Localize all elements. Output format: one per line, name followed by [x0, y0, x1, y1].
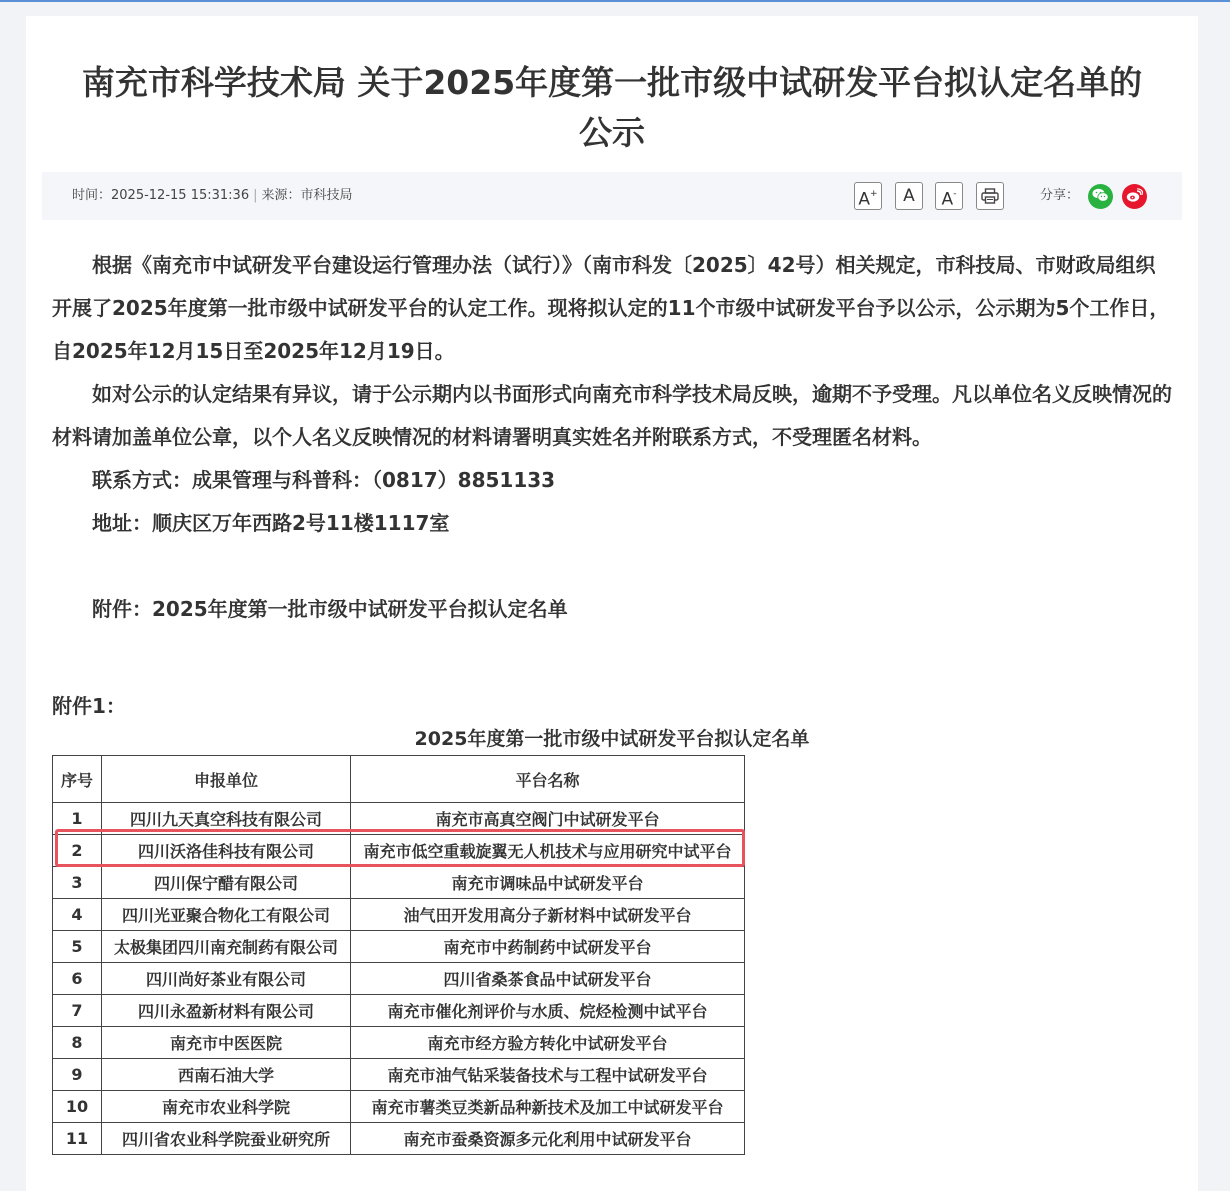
table-row — [53, 1059, 745, 1091]
table-row — [53, 899, 745, 931]
cell-platform: 南充市调味品中试研发平台 — [351, 867, 745, 899]
cell-serial: 9 — [53, 1059, 102, 1091]
font-larger-letter: A — [858, 189, 871, 210]
attachment-heading: 附件1： — [52, 694, 126, 718]
cell-platform: 南充市油气钻采装备技术与工程中试研发平台 — [351, 1059, 745, 1091]
table-header-row — [53, 756, 745, 803]
cell-platform: 南充市低空重载旋翼无人机技术与应用研究中试平台 — [351, 835, 745, 867]
cell-platform: 南充市薯类豆类新品种新技术及加工中试研发平台 — [351, 1091, 745, 1123]
table-row — [53, 931, 745, 963]
table-row — [53, 1091, 745, 1123]
cell-unit: 太极集团四川南充制药有限公司 — [102, 931, 351, 963]
font-smaller-sup: - — [953, 189, 957, 199]
table-row — [53, 963, 745, 995]
article-page — [26, 16, 1198, 1191]
cell-serial: 7 — [53, 995, 102, 1027]
cell-serial: 1 — [53, 803, 102, 835]
address-line: 地址：顺庆区万年西路2号11楼1117室 — [92, 511, 450, 535]
contact-line: 联系方式：成果管理与科普科：（0817）8851133 — [92, 468, 556, 492]
wechat-icon — [1092, 188, 1109, 203]
share-label: 分享： — [1040, 188, 1080, 203]
printer-icon — [981, 188, 999, 204]
font-default-button[interactable] — [895, 182, 923, 210]
header-unit: 申报单位 — [102, 756, 351, 803]
cell-unit: 南充市中医医院 — [102, 1027, 351, 1059]
table-row — [53, 803, 745, 835]
header-serial: 序号 — [53, 756, 102, 803]
cell-platform: 南充市催化剂评价与水质、烷烃检测中试平台 — [351, 995, 745, 1027]
font-smaller-button[interactable] — [935, 182, 963, 210]
weibo-icon — [1126, 188, 1143, 203]
cell-unit: 南充市农业科学院 — [102, 1091, 351, 1123]
article-body — [52, 244, 1172, 631]
table-row — [53, 835, 745, 867]
cell-serial: 10 — [53, 1091, 102, 1123]
body-paragraph: 根据《南充市中试研发平台建设运行管理办法（试行）》（南市科发〔2025〕42号）相关规定，市科技局、市财政局组织开展了2025年度第一批市级中试研发平台的认定工作。现将拟认定的11个市级中试研发平台予以公示，公示期为5个工作日，自2025年12月15日至2025年12月19日。 — [52, 253, 1170, 363]
print-button[interactable] — [976, 182, 1004, 210]
cell-serial: 2 — [53, 835, 102, 867]
font-default-letter: A — [903, 186, 915, 206]
table-row — [53, 1123, 745, 1155]
cell-unit: 四川沃洛佳科技有限公司 — [102, 835, 351, 867]
cell-serial: 6 — [53, 963, 102, 995]
cell-platform: 南充市经方验方转化中试研发平台 — [351, 1027, 745, 1059]
blank-line — [52, 545, 1172, 588]
cell-unit: 四川省农业科学院蚕业研究所 — [102, 1123, 351, 1155]
time-label: 时间： — [72, 188, 112, 203]
publish-time: 2025-12-15 15:31:36 — [111, 188, 250, 203]
cell-serial: 11 — [53, 1123, 102, 1155]
top-rule — [0, 0, 1230, 2]
cell-unit: 四川光亚聚合物化工有限公司 — [102, 899, 351, 931]
table-row — [53, 995, 745, 1027]
table-row — [53, 867, 745, 899]
cell-platform: 南充市中药制药中试研发平台 — [351, 931, 745, 963]
attachment-note: 附件：2025年度第一批市级中试研发平台拟认定名单 — [92, 597, 568, 621]
cell-serial: 5 — [53, 931, 102, 963]
header-platform: 平台名称 — [351, 756, 745, 803]
table-title: 2025年度第一批市级中试研发平台拟认定名单 — [414, 728, 810, 750]
cell-unit: 四川保宁醋有限公司 — [102, 867, 351, 899]
font-larger-button[interactable] — [854, 182, 882, 210]
cell-serial: 4 — [53, 899, 102, 931]
cell-unit: 西南石油大学 — [102, 1059, 351, 1091]
cell-platform: 四川省桑茶食品中试研发平台 — [351, 963, 745, 995]
cell-platform: 油气田开发用高分子新材料中试研发平台 — [351, 899, 745, 931]
source-label: 来源： — [261, 188, 301, 203]
article-title: 南充市科学技术局 关于2025年度第一批市级中试研发平台拟认定名单的公示 — [81, 63, 1143, 152]
body-paragraph: 如对公示的认定结果有异议，请于公示期内以书面形式向南充市科学技术局反映，逾期不予受理。凡以单位名义反映情况的材料请加盖单位公章，以个人名义反映情况的材料请署明真实姓名并附联系方式，不受理匿名材料。 — [52, 382, 1172, 449]
cell-platform: 南充市蚕桑资源多元化利用中试研发平台 — [351, 1123, 745, 1155]
cell-serial: 8 — [53, 1027, 102, 1059]
article-meta — [72, 172, 353, 220]
platform-table — [52, 755, 745, 1155]
font-smaller-letter: A — [941, 189, 954, 210]
table-row — [53, 1027, 745, 1059]
cell-platform: 南充市高真空阀门中试研发平台 — [351, 803, 745, 835]
cell-unit: 四川永盈新材料有限公司 — [102, 995, 351, 1027]
cell-unit: 四川尚好茶业有限公司 — [102, 963, 351, 995]
font-larger-sup: + — [870, 189, 878, 199]
article-meta-bar — [42, 172, 1182, 220]
cell-unit: 四川九天真空科技有限公司 — [102, 803, 351, 835]
source-name: 市科技局 — [300, 188, 353, 203]
cell-serial: 3 — [53, 867, 102, 899]
weibo-share-button[interactable] — [1122, 184, 1147, 209]
wechat-share-button[interactable] — [1088, 184, 1113, 209]
meta-separator: | — [253, 188, 258, 203]
